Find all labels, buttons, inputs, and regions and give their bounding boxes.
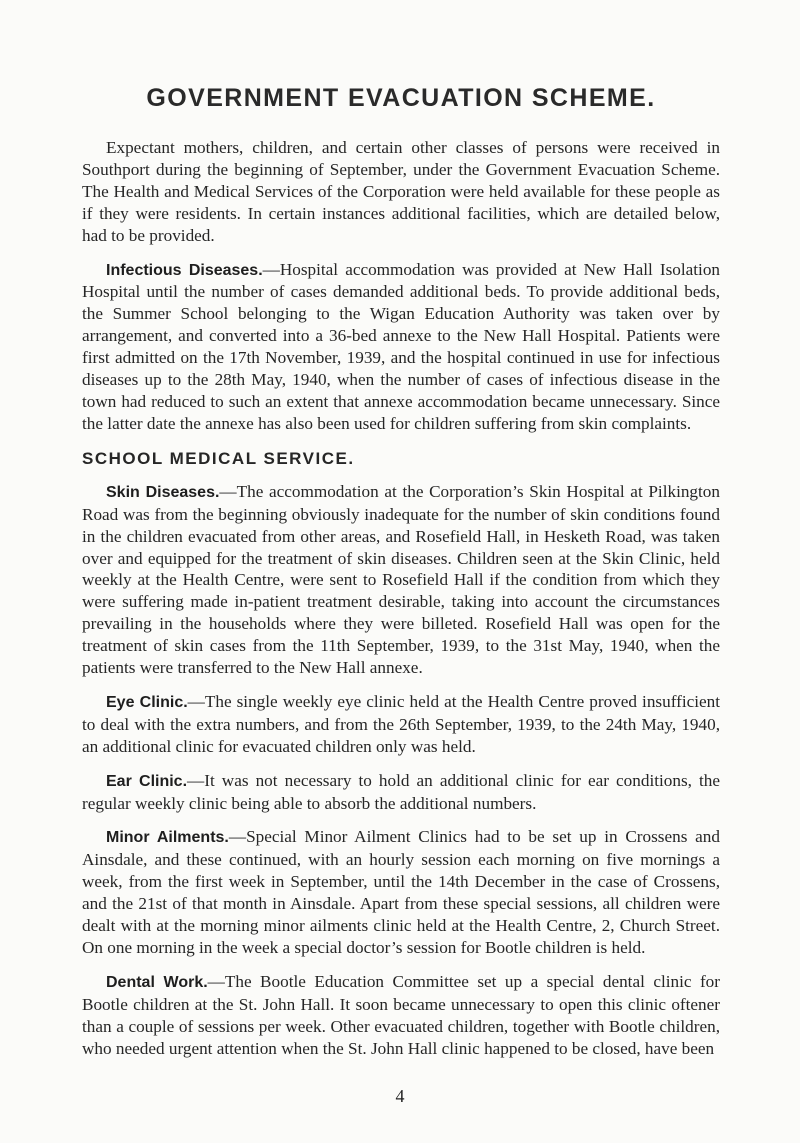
minor-ailments-text: —Special Minor Ailment Clinics had to be set up in Crossens and Ainsdale, and these continued, with an hourly session each morning on five mornings a week, from the first week in September, until the 14th December in the case of Crossens, and the 21st of that month in Ainsdale. Apart from these special sessions, all children were dealt with at the morning minor ailments clinic held at the Health Centre, 2, Church Street. On one morning in the week a special doctor’s session for Bootle children is held.: [82, 827, 720, 957]
eye-clinic-text: —The single weekly eye clinic held at the Health Centre proved insufficient to deal with the extra numbers, and from the 26th September, 1939, to the 24th May, 1940, an additional clinic for evacuated children only was held.: [82, 691, 721, 756]
infectious-diseases-heading: Infectious Diseases.: [106, 261, 263, 279]
school-medical-service-heading: SCHOOL MEDICAL SERVICE.: [82, 448, 355, 468]
ear-clinic-text: —It was not necessary to hold an additional clinic for ear conditions, the regular weekly clinic being able to absorb the additional numbers.: [82, 770, 721, 813]
dental-work-paragraph: [82, 971, 720, 1060]
page-number: 4: [395, 1086, 405, 1106]
minor-ailments-paragraph: [82, 826, 720, 958]
skin-diseases-heading: Skin Diseases.: [106, 483, 220, 501]
ear-clinic-paragraph: [82, 770, 720, 815]
intro-paragraph: Expectant mothers, children, and certain other classes of persons were received in Southport during the beginning of September, under the Government Evacuation Scheme. The Health and Medical Services of the Corporation were held available for these people as if they were residents. In certain instances additional facilities, which are detailed below, had to be provided.: [82, 138, 720, 245]
infectious-diseases-text: —Hospital accommodation was provided at New Hall Isolation Hospital until the number of cases demanded additional beds. To provide additional beds, the Summer School belonging to the Wigan Education Authority was taken over by arrangement, and converted into a 36-bed annexe to the New Hall Hospital. Patients were first admitted on the 17th November, 1939, and the hospital continued in use for infectious diseases up to the 28th May, 1940, when the number of cases of infectious disease in the town had reduced to such an extent that annexe accommodation became unnecessary. Since the latter date the annexe has also been used for children suffering from skin complaints.: [82, 259, 721, 433]
eye-clinic-paragraph: [82, 691, 720, 758]
skin-diseases-paragraph: [82, 481, 720, 679]
dental-work-heading: Dental Work.: [106, 973, 208, 991]
ear-clinic-heading: Ear Clinic.: [106, 772, 188, 790]
infectious-diseases-paragraph: [82, 259, 720, 435]
skin-diseases-text: —The accommodation at the Corporation’s Skin Hospital at Pilkington Road was from the beginning obviously inadequate for the number of skin conditions found in the children evacuated from other areas, and Rosefield Hall, in Hesketh Road, was taken over and equipped for the treatment of skin diseases. Children seen at the Skin Clinic, held weekly at the Health Centre, were sent to Rosefield Hall if the condition from which they were suffering made in-patient treatment desirable, taking into account the circumstances prevailing in the households where they were billeted. Rosefield Hall was open for the treatment of skin cases from the 11th September, 1939, to the 31st May, 1940, when the patients were transferred to the New Hall annexe.: [82, 481, 720, 678]
eye-clinic-heading: Eye Clinic.: [106, 693, 188, 711]
minor-ailments-heading: Minor Ailments.: [106, 829, 229, 847]
dental-work-text: —The Bootle Education Committee set up a special dental clinic for Bootle children at the St. John Hall. It soon became unnecessary to open this clinic oftener than a couple of sessions per week. Other evacuated children, together with Bootle children, who needed urgent attention when the St. John Hall clinic happened to be closed, have been: [82, 971, 720, 1058]
page-title: GOVERNMENT EVACUATION SCHEME.: [146, 84, 656, 112]
